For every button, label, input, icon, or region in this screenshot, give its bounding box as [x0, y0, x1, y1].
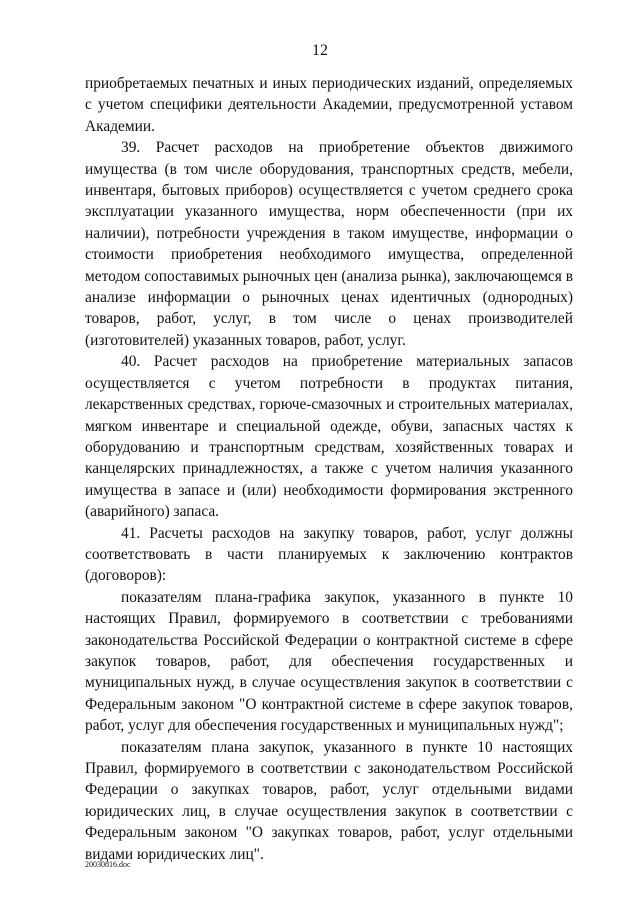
footer-filename: 20030816.doc: [85, 860, 131, 869]
page-number: 12: [312, 42, 328, 59]
paragraph-continuation: приобретаемых печатных и иных периодических изданий, определяемых с учетом специфики деятельности Академии, предусмотренной уставом Академии.: [85, 75, 573, 135]
document-body: [85, 73, 573, 865]
paragraph-item-40: 40. Расчет расходов на приобретение материальных запасов осуществляется с учетом потребности в продуктах питания, лекарственных средствах, горюче-смазочных и строительных материалах, мягком инвентаре и специальной одежде, обуви, запасных частях к оборудованию и транспортным средствам, хозяйственных товарах и канцелярских принадлежностях, а также с учетом наличия указанного имущества в запасе и (или) необходимости формирования экстренного (аварийного) запаса.: [85, 353, 573, 521]
paragraph-item-39: 39. Расчет расходов на приобретение объектов движимого имущества (в том числе оборудования, транспортных средств, мебели, инвентаря, бытовых приборов) осуществляется с учетом среднего срока эксплуатации указанного имущества, норм обеспеченности (при их наличии), потребности учреждения в таком имуществе, информации о стоимости приобретения необходимого имущества, определенной методом сопоставимых рыночных цен (анализа рынка), заключающемся в анализе информации о рыночных ценах идентичных (однородных) товаров, работ, услуг, в том числе о ценах производителей (изготовителей) указанных товаров, работ, услуг.: [85, 139, 573, 349]
paragraph-item-41-procurement-plan: показателям плана закупок, указанного в пункте 10 настоящих Правил, формируемого в соответствии с законодательством Российской Федерации о закупках товаров, работ, услуг отдельными видами юридических лиц, в случае осуществления закупок в соответствии с Федеральным законом "О закупках товаров, работ, услуг отдельными видами юридических лиц".: [85, 738, 573, 863]
paragraph-item-41: 41. Расчеты расходов на закупку товаров, работ, услуг должны соответствовать в части планируемых к заключению контрактов (договоров):: [85, 524, 573, 585]
paragraph-item-41-plan-schedule: показателям плана-графика закупок, указанного в пункте 10 настоящих Правил, формируемого в соответствии с требованиями законодательства Российской Федерации о контрактной системе в сфере закупок товаров, работ, для обеспечения государственных и муниципальных нужд, в случае осуществления закупок в соответствии с Федеральным законом "О контрактной системе в сфере закупок товаров, работ, услуг для обеспечения государственных и муниципальных нужд";: [85, 588, 573, 735]
